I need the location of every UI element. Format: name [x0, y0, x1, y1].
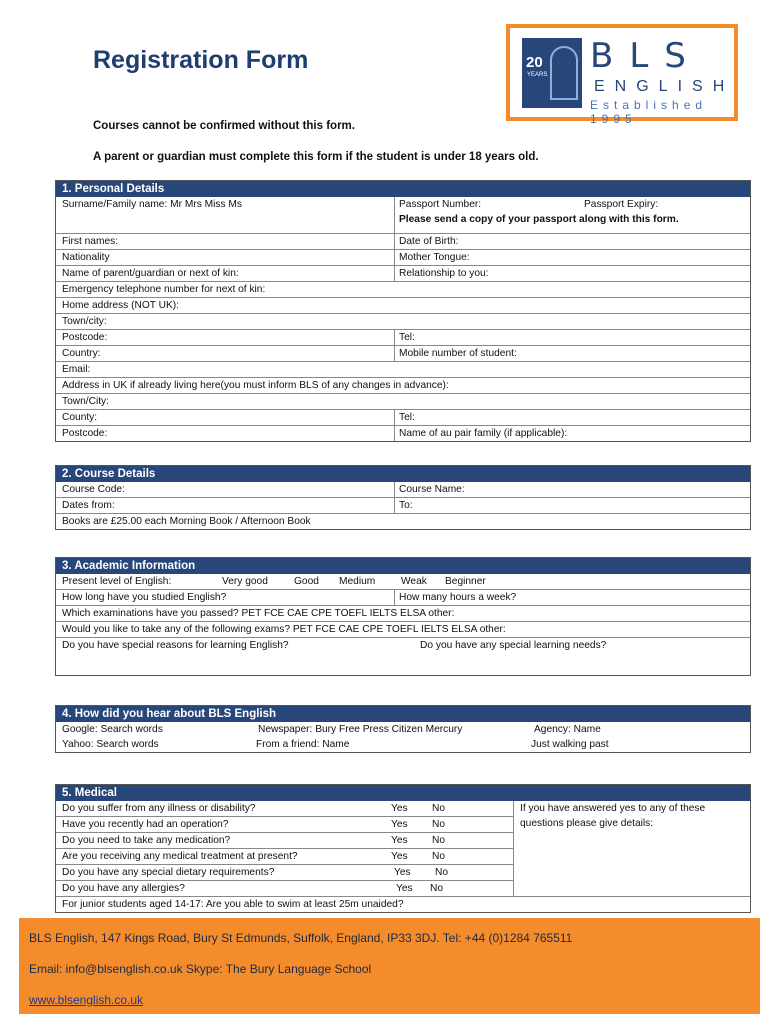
- form-row: [56, 297, 750, 313]
- course-code-field[interactable]: Course Code:: [62, 484, 125, 495]
- logo-established: Established 1995: [590, 98, 708, 126]
- first-names-field[interactable]: First names:: [62, 236, 119, 247]
- medical-question: Are you receiving any medical treatment at present?: [62, 851, 298, 862]
- email-field[interactable]: Email:: [62, 364, 91, 375]
- no-option[interactable]: No: [432, 835, 446, 846]
- form-row: [56, 233, 750, 249]
- level-label: Present level of English:: [62, 576, 172, 587]
- town-city-field[interactable]: Town/city:: [62, 316, 107, 327]
- form-row: [56, 605, 750, 621]
- yes-option[interactable]: Yes: [396, 883, 413, 894]
- dates-from-field[interactable]: Dates from:: [62, 500, 115, 511]
- uk-tel-field[interactable]: Tel:: [399, 412, 415, 423]
- no-option[interactable]: No: [435, 867, 449, 878]
- county-field[interactable]: County:: [62, 412, 98, 423]
- no-option[interactable]: No: [432, 803, 446, 814]
- nationality-field[interactable]: Nationality: [62, 252, 110, 263]
- relationship-field[interactable]: Relationship to you:: [399, 268, 489, 279]
- academic-information-section: [55, 557, 751, 676]
- arch-icon: [550, 46, 578, 100]
- medical-row: [56, 832, 513, 848]
- section-heading: 4. How did you hear about BLS English: [56, 706, 750, 722]
- course-details-section: [55, 465, 751, 530]
- yahoo-field[interactable]: Yahoo: Search words: [62, 739, 159, 750]
- form-row: [56, 313, 750, 329]
- mobile-field[interactable]: Mobile number of student:: [399, 348, 517, 359]
- google-field[interactable]: Google: Search words: [62, 724, 163, 735]
- footer-contact-line: Email: info@blsenglish.co.uk Skype: The Bury Language School: [29, 962, 372, 976]
- section-heading: 3. Academic Information: [56, 558, 750, 574]
- newspaper-field[interactable]: Newspaper: Bury Free Press Citizen Mercury: [258, 724, 463, 735]
- exams-passed-field[interactable]: Which examinations have you passed? PET FCE CAE CPE TOEFL IELTS ELSA other:: [62, 608, 455, 619]
- friend-field[interactable]: From a friend: Name: [256, 739, 350, 750]
- website-link[interactable]: www.blsenglish.co.uk: [29, 993, 144, 1007]
- medical-row: [56, 848, 513, 864]
- swim-question[interactable]: For junior students aged 14-17: Are you able to swim at least 25m unaided?: [62, 899, 404, 910]
- form-row: [56, 722, 750, 737]
- yes-option[interactable]: Yes: [391, 803, 408, 814]
- details-text[interactable]: questions please give details:: [520, 818, 654, 829]
- form-row: [56, 197, 750, 233]
- books-field[interactable]: Books are £25.00 each Morning Book / Afternoon Book: [62, 516, 311, 527]
- form-row: [56, 329, 750, 345]
- yes-option[interactable]: Yes: [391, 851, 408, 862]
- passport-expiry-field[interactable]: Passport Expiry:: [584, 199, 659, 210]
- form-row: [56, 574, 750, 589]
- footer-address: BLS English, 147 Kings Road, Bury St Edmunds, Suffolk, England, IP33 3DJ. Tel: +44 (0)1284 765511: [29, 931, 573, 945]
- medical-row: [56, 864, 513, 880]
- logo-brand: BLS: [590, 36, 702, 76]
- no-option[interactable]: No: [432, 851, 446, 862]
- surname-field[interactable]: Surname/Family name: Mr Mrs Miss Ms: [62, 199, 242, 210]
- footer-contact: [19, 918, 760, 1014]
- home-address-field[interactable]: Home address (NOT UK):: [62, 300, 179, 311]
- form-row: [56, 249, 750, 265]
- uk-address-field[interactable]: Address in UK if already living here(you must inform BLS of any changes in advance):: [62, 380, 449, 391]
- medical-question: Do you have any special dietary requirements?: [62, 867, 275, 878]
- form-row: [56, 637, 750, 675]
- no-option[interactable]: No: [430, 883, 444, 894]
- form-row: [56, 393, 750, 409]
- reasons-field[interactable]: Do you have special reasons for learning English?: [62, 640, 289, 651]
- au-pair-field[interactable]: Name of au pair family (if applicable):: [399, 428, 568, 439]
- medical-row: [56, 801, 513, 816]
- intro-line-2: A parent or guardian must complete this form if the student is under 18 years old.: [93, 151, 539, 163]
- yes-option[interactable]: Yes: [391, 819, 408, 830]
- form-row: [56, 425, 750, 441]
- page-title: Registration Form: [93, 46, 309, 74]
- level-option[interactable]: Very good: [222, 576, 268, 587]
- medical-question: Do you suffer from any illness or disability?: [62, 803, 256, 814]
- medical-question: Have you recently had an operation?: [62, 819, 229, 830]
- form-row: [56, 497, 750, 513]
- details-text: If you have answered yes to any of these: [520, 803, 706, 814]
- form-row: [56, 361, 750, 377]
- form-row: [56, 737, 750, 752]
- anniversary-badge: 20 YEARS: [522, 38, 582, 108]
- no-option[interactable]: No: [432, 819, 446, 830]
- mother-tongue-field[interactable]: Mother Tongue:: [399, 252, 470, 263]
- form-row: [56, 265, 750, 281]
- form-row: [56, 621, 750, 637]
- tel-field[interactable]: Tel:: [399, 332, 415, 343]
- dob-field[interactable]: Date of Birth:: [399, 236, 459, 247]
- section-heading: 1. Personal Details: [56, 181, 750, 197]
- medical-question: Do you need to take any medication?: [62, 835, 231, 846]
- how-long-field[interactable]: How long have you studied English?: [62, 592, 227, 603]
- learning-needs-field[interactable]: Do you have any special learning needs?: [420, 640, 607, 651]
- level-option[interactable]: Beginner: [445, 576, 486, 587]
- course-name-field[interactable]: Course Name:: [399, 484, 465, 495]
- dates-to-field[interactable]: To:: [399, 500, 413, 511]
- section-heading: 2. Course Details: [56, 466, 750, 482]
- intro-line-1: Courses cannot be confirmed without this form.: [93, 120, 355, 132]
- passport-note: Please send a copy of your passport along with this form.: [399, 214, 679, 225]
- yes-option[interactable]: Yes: [391, 835, 408, 846]
- medical-section: [55, 784, 751, 913]
- medical-row: [56, 816, 513, 832]
- postcode-field[interactable]: Postcode:: [62, 332, 108, 343]
- form-row: [56, 513, 750, 529]
- how-did-you-hear-section: [55, 705, 751, 753]
- form-row: [56, 409, 750, 425]
- level-option[interactable]: Good: [294, 576, 319, 587]
- yes-option[interactable]: Yes: [394, 867, 411, 878]
- passport-number-field[interactable]: Passport Number:: [399, 199, 482, 210]
- exams-take-field[interactable]: Would you like to take any of the following exams? PET FCE CAE CPE TOEFL IELTS ELSA other:: [62, 624, 506, 635]
- form-row: [56, 345, 750, 361]
- hours-field[interactable]: How many hours a week?: [399, 592, 517, 603]
- form-row: [56, 281, 750, 297]
- form-row: [56, 589, 750, 605]
- logo-sub: ENGLISH: [594, 78, 735, 95]
- level-option[interactable]: Weak: [401, 576, 427, 587]
- emergency-field[interactable]: Emergency telephone number for next of kin:: [62, 284, 266, 295]
- uk-postcode-field[interactable]: Postcode:: [62, 428, 108, 439]
- uk-town-field[interactable]: Town/City:: [62, 396, 109, 407]
- walking-past-field[interactable]: Just walking past: [531, 739, 609, 750]
- medical-row: [56, 880, 513, 896]
- agency-field[interactable]: Agency: Name: [534, 724, 601, 735]
- form-row: [56, 377, 750, 393]
- medical-row: [56, 896, 750, 912]
- country-field[interactable]: Country:: [62, 348, 101, 359]
- medical-question: Do you have any allergies?: [62, 883, 185, 894]
- form-row: [56, 482, 750, 497]
- guardian-field[interactable]: Name of parent/guardian or next of kin:: [62, 268, 239, 279]
- level-option[interactable]: Medium: [339, 576, 376, 587]
- section-heading: 5. Medical: [56, 785, 750, 801]
- bls-logo: [506, 24, 738, 126]
- personal-details-section: [55, 180, 751, 442]
